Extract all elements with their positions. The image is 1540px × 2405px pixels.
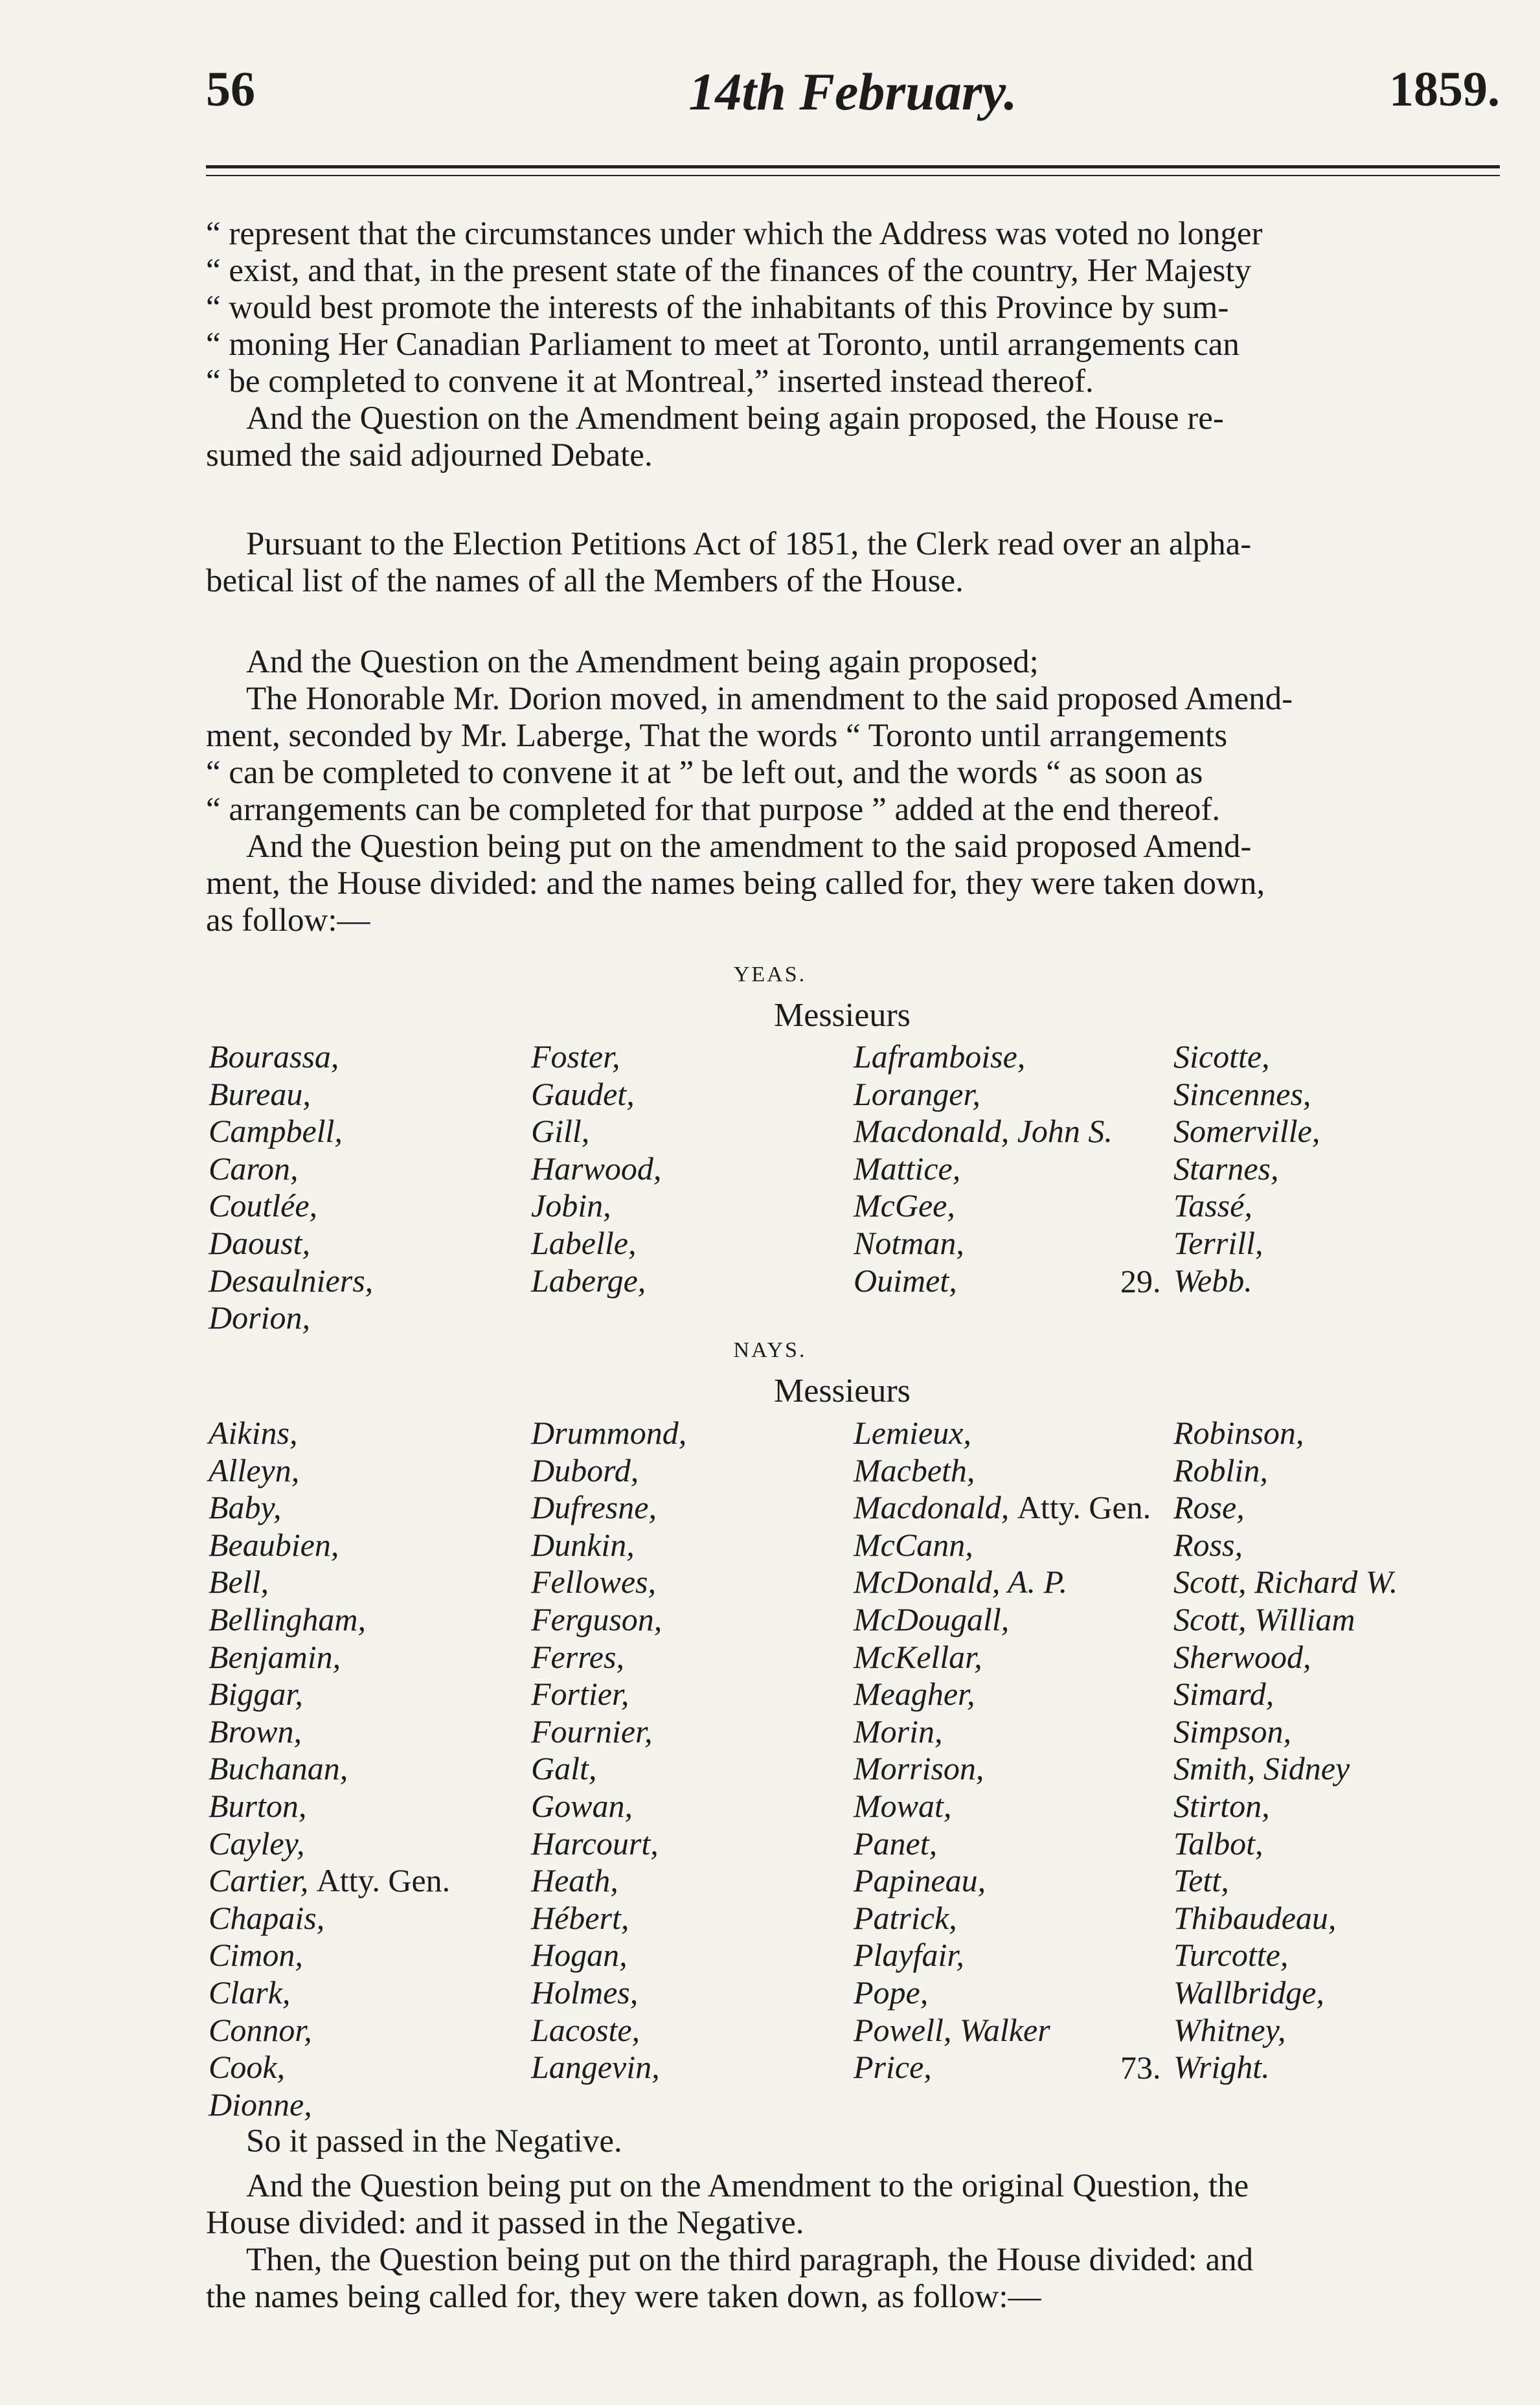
member-name: McDonald, A. P. <box>854 1564 1068 1601</box>
nays-column-4 <box>1173 1415 1398 2086</box>
member-name: Laframboise, <box>854 1038 1026 1075</box>
member-name: Ross, <box>1173 1526 1243 1563</box>
member-name: Bureau, <box>209 1075 311 1112</box>
nays-messieurs: Messieurs <box>774 1373 911 1409</box>
member-name: Notman, <box>854 1224 964 1261</box>
member-name: Panet, <box>854 1825 938 1862</box>
member-name: Dunkin, <box>531 1526 635 1563</box>
member-name: Wright. <box>1173 2049 1270 2086</box>
text-line: “ would best promote the interests of the inhabitants of this Province by sum- <box>206 290 1229 326</box>
member-name: Dubord, <box>531 1452 639 1488</box>
member-name: Foster, <box>531 1038 620 1075</box>
member-name: Roblin, <box>1173 1452 1268 1488</box>
text-line: as follow:— <box>206 902 370 939</box>
yeas-column-1 <box>209 1038 373 1337</box>
member-name: Hogan, <box>531 1937 628 1974</box>
member-name: Meagher, <box>854 1676 975 1713</box>
member-name: Connor, <box>209 2011 312 2048</box>
nays-heading: NAYS. <box>733 1338 807 1362</box>
member-name: Laberge, <box>531 1262 646 1299</box>
member-name: Mowat, <box>854 1787 952 1824</box>
text-line: ment, seconded by Mr. Laberge, That the words “ Toronto until arrangements <box>206 718 1228 754</box>
text-line: And the Question on the Amendment being again proposed; <box>246 644 1039 680</box>
intro-paragraph <box>206 216 1500 474</box>
member-name: Scott, William <box>1173 1601 1355 1637</box>
member-name: Starnes, <box>1173 1150 1279 1187</box>
member-name: Dorion, <box>209 1299 310 1336</box>
member-name: Mattice, <box>854 1150 961 1187</box>
member-name: Tett, <box>1173 1862 1229 1899</box>
member-name: Cartier, Atty. Gen. <box>209 1862 451 1899</box>
member-name: Alleyn, <box>209 1452 300 1488</box>
header-rule-thin <box>206 175 1500 176</box>
member-name: Clark, <box>209 1974 291 2011</box>
member-name: Sherwood, <box>1173 1638 1311 1675</box>
member-name: Webb. <box>1173 1262 1252 1299</box>
member-name: Cimon, <box>209 1937 303 1974</box>
yeas-column-3 <box>854 1038 1113 1299</box>
member-name: Cook, <box>209 2049 286 2086</box>
yeas-messieurs: Messieurs <box>774 997 911 1034</box>
member-name: Dionne, <box>209 2086 312 2123</box>
member-name: Lacoste, <box>531 2011 640 2048</box>
member-name: Ferres, <box>531 1638 624 1675</box>
member-name: Smith, Sidney <box>1173 1750 1350 1787</box>
page-number: 56 <box>206 62 255 117</box>
member-name: Bourassa, <box>209 1038 339 1075</box>
member-name: Macdonald, Atty. Gen. <box>854 1489 1151 1526</box>
member-name: McCann, <box>854 1526 973 1563</box>
member-name: Turcotte, <box>1173 1937 1289 1974</box>
text-line: ment, the House divided: and the names being called for, they were taken down, <box>206 865 1265 902</box>
member-name: Harcourt, <box>531 1825 659 1862</box>
member-name: Macbeth, <box>854 1452 975 1488</box>
member-name: Benjamin, <box>209 1638 341 1675</box>
member-name: Morin, <box>854 1713 943 1750</box>
page-date: 14th February. <box>688 62 1017 121</box>
text-line: So it passed in the Negative. <box>246 2123 622 2160</box>
member-name: Gowan, <box>531 1787 633 1824</box>
member-name: Wallbridge, <box>1173 1974 1324 2011</box>
member-name: Brown, <box>209 1713 302 1750</box>
text-line: the names being called for, they were taken down, as follow:— <box>206 2279 1041 2315</box>
member-name: Ouimet, <box>854 1262 957 1299</box>
member-name: Aikins, <box>209 1415 298 1451</box>
pursuant-paragraph <box>206 526 1500 600</box>
member-name: Holmes, <box>531 1974 639 2011</box>
member-name: Sincennes, <box>1173 1075 1311 1112</box>
page-year: 1859. <box>1389 62 1500 117</box>
member-name: Robinson, <box>1173 1415 1304 1451</box>
nays-column-3 <box>854 1415 1151 2086</box>
member-name: Whitney, <box>1173 2011 1286 2048</box>
member-name: Stirton, <box>1173 1787 1270 1824</box>
amendment-paragraph <box>206 644 1500 939</box>
member-name: Langevin, <box>531 2049 660 2086</box>
member-name: Hébert, <box>531 1899 629 1936</box>
member-name: Patrick, <box>854 1899 957 1936</box>
member-name: Simpson, <box>1173 1713 1291 1750</box>
member-name: Somerville, <box>1173 1113 1320 1150</box>
text-line: “ arrangements can be completed for that purpose ” added at the end thereof. <box>206 792 1221 828</box>
text-line: The Honorable Mr. Dorion moved, in amendment to the said proposed Amend- <box>246 681 1293 717</box>
member-name: Rose, <box>1173 1489 1245 1526</box>
text-line: And the Question being put on the amendment to the said proposed Amend- <box>246 828 1252 865</box>
text-line: sumed the said adjourned Debate. <box>206 437 653 473</box>
member-name: Fournier, <box>531 1713 653 1750</box>
text-line: “ can be completed to convene it at ” be left out, and the words “ as soon as <box>206 755 1203 791</box>
member-name: Ferguson, <box>531 1601 662 1637</box>
member-name: Heath, <box>531 1862 618 1899</box>
member-name: McGee, <box>854 1187 955 1224</box>
nays-column-2 <box>531 1415 686 2086</box>
text-line: House divided: and it passed in the Negative. <box>206 2205 804 2241</box>
yeas-total: 29. <box>1120 1263 1161 1299</box>
member-name: Baby, <box>209 1489 282 1526</box>
member-name: Labelle, <box>531 1224 637 1261</box>
nays-column-1 <box>209 1415 450 2123</box>
closing-paragraph <box>206 2123 1500 2316</box>
yeas-column-2 <box>531 1038 661 1299</box>
member-name: Daoust, <box>209 1224 310 1261</box>
member-name: Desaulniers, <box>209 1262 374 1299</box>
member-name: Powell, Walker <box>854 2011 1050 2048</box>
member-name: Jobin, <box>531 1187 611 1224</box>
member-name: Papineau, <box>854 1862 986 1899</box>
member-name: Tassé, <box>1173 1187 1252 1224</box>
member-name: Macdonald, John S. <box>854 1113 1113 1150</box>
member-name: Dufresne, <box>531 1489 657 1526</box>
member-name: Scott, Richard W. <box>1173 1564 1398 1601</box>
nays-total: 73. <box>1120 2049 1161 2086</box>
member-name: Morrison, <box>854 1750 984 1787</box>
text-line: “ be completed to convene it at Montreal,” inserted instead thereof. <box>206 363 1094 400</box>
member-name: Gaudet, <box>531 1075 635 1112</box>
text-line: Pursuant to the Election Petitions Act of 1851, the Clerk read over an alpha- <box>246 526 1252 562</box>
member-name: Terrill, <box>1173 1224 1263 1261</box>
member-name: McKellar, <box>854 1638 982 1675</box>
text-line: “ represent that the circumstances under which the Address was voted no longer <box>206 216 1263 252</box>
member-name: Caron, <box>209 1150 299 1187</box>
member-name: Cayley, <box>209 1825 305 1862</box>
text-line: “ exist, and that, in the present state of the finances of the country, Her Majesty <box>206 253 1251 289</box>
member-name: Campbell, <box>209 1113 343 1150</box>
yeas-heading: YEAS. <box>733 963 807 986</box>
member-name: Harwood, <box>531 1150 662 1187</box>
member-name: Thibaudeau, <box>1173 1899 1337 1936</box>
member-name: Fortier, <box>531 1676 629 1713</box>
running-header <box>206 62 1500 133</box>
member-name: Playfair, <box>854 1937 964 1974</box>
member-name: Fellowes, <box>531 1564 657 1601</box>
member-name: Beaubien, <box>209 1526 339 1563</box>
member-name: Bellingham, <box>209 1601 367 1637</box>
member-name: Lemieux, <box>854 1415 971 1451</box>
text-line: betical list of the names of all the Members of the House. <box>206 563 964 599</box>
text-line: And the Question on the Amendment being again proposed, the House re- <box>246 400 1224 437</box>
text-line: Then, the Question being put on the third paragraph, the House divided: and <box>246 2242 1254 2278</box>
member-name: McDougall, <box>854 1601 1010 1637</box>
text-line: And the Question being put on the Amendment to the original Question, the <box>246 2168 1249 2204</box>
member-name: Burton, <box>209 1787 307 1824</box>
header-rule-thick <box>206 165 1500 168</box>
member-name: Talbot, <box>1173 1825 1263 1862</box>
text-line: “ moning Her Canadian Parliament to meet at Toronto, until arrangements can <box>206 326 1240 363</box>
member-name: Pope, <box>854 1974 929 2011</box>
member-name: Price, <box>854 2049 932 2086</box>
member-name: Galt, <box>531 1750 597 1787</box>
member-name: Bell, <box>209 1564 269 1601</box>
member-name: Simard, <box>1173 1676 1274 1713</box>
member-name: Chapais, <box>209 1899 325 1936</box>
yeas-column-4 <box>1173 1038 1320 1299</box>
member-name: Sicotte, <box>1173 1038 1270 1075</box>
member-name: Biggar, <box>209 1676 303 1713</box>
member-name: Loranger, <box>854 1075 980 1112</box>
member-name: Buchanan, <box>209 1750 348 1787</box>
member-name: Gill, <box>531 1113 590 1150</box>
member-name: Coutlée, <box>209 1187 318 1224</box>
member-name: Drummond, <box>531 1415 687 1451</box>
